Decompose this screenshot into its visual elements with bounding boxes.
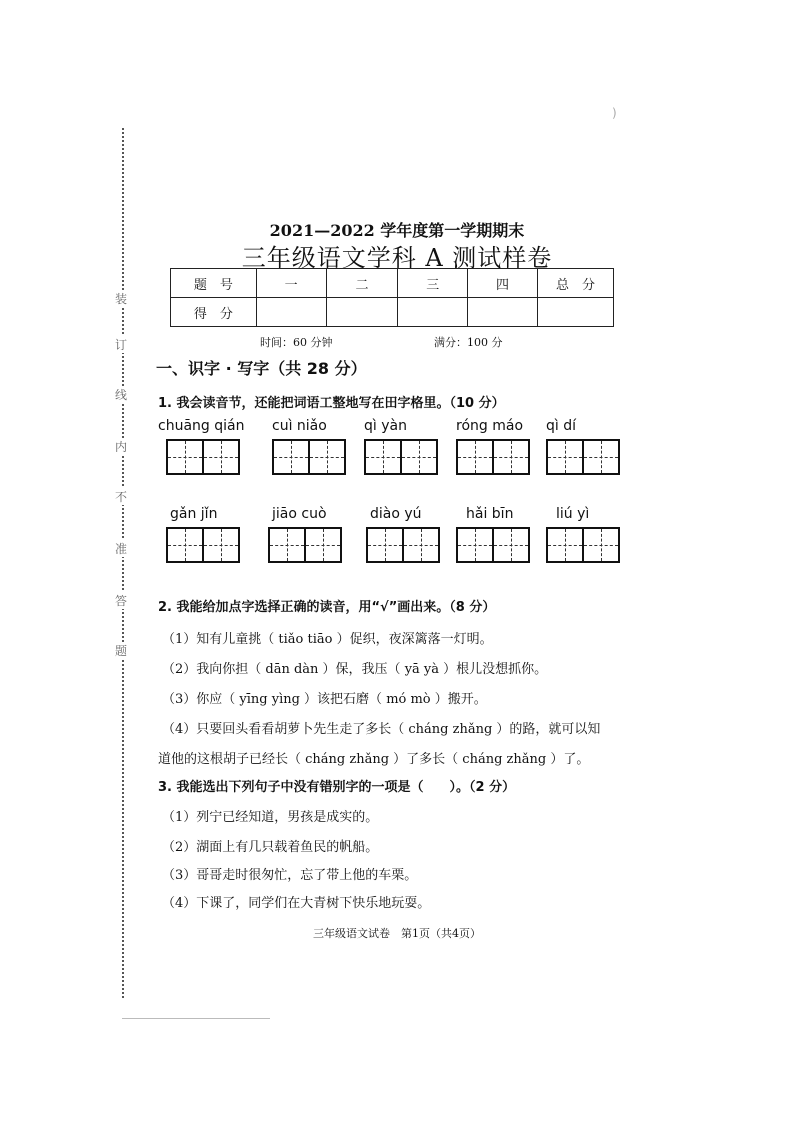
question-3-option: （3）哥哥走时很匆忙，忘了带上他的车栗。: [162, 868, 418, 883]
exam-year-title: 2021—2022 学年度第一学期期末: [269, 221, 525, 240]
score-table: [170, 268, 614, 327]
corner-mark: ): [612, 106, 617, 120]
pinyin-cell: [158, 418, 245, 475]
tianzige-grid[interactable]: [546, 527, 620, 563]
question-2-item: （4）只要回头看看胡萝卜先生走了多长（ cháng zhǎng ）的路，就可以知: [162, 722, 601, 737]
tianzige-grid[interactable]: [268, 527, 342, 563]
pinyin-label: cuì niǎo: [272, 418, 327, 434]
question-3-option: （2）湖面上有几只载着鱼民的帆船。: [162, 840, 379, 855]
question-3-option: （4）下课了，同学们在大青树下快乐地玩耍。: [162, 896, 431, 911]
binding-char: 题: [114, 644, 127, 658]
pinyin-label: diào yú: [370, 506, 422, 522]
tianzige-grid[interactable]: [166, 527, 240, 563]
score-table-score-row: [171, 298, 614, 327]
score-header-cell: 总 分: [537, 269, 613, 298]
binding-char: 答: [114, 594, 127, 608]
pinyin-cell: [466, 506, 542, 563]
pinyin-cell: [364, 418, 440, 475]
binding-char: 不: [114, 490, 127, 504]
tianzige-grid[interactable]: [546, 439, 620, 475]
exam-time: 时间：60 分钟: [260, 336, 333, 349]
score-blank-cell[interactable]: [468, 298, 538, 327]
tianzige-grid[interactable]: [366, 527, 440, 563]
pinyin-cell: [456, 418, 532, 475]
pinyin-cell: [556, 506, 632, 563]
tianzige-grid[interactable]: [166, 439, 240, 475]
pinyin-label: róng máo: [456, 418, 524, 434]
pinyin-label: gǎn jǐn: [170, 506, 218, 522]
binding-char: 订: [114, 338, 127, 352]
score-blank-cell[interactable]: [537, 298, 613, 327]
binding-char: 内: [114, 440, 127, 454]
question-3-prompt: 3. 我能选出下列句子中没有错别字的一项是（ ）。（2 分）: [158, 780, 516, 795]
pinyin-label: qì dí: [546, 418, 577, 434]
question-2-item: （2）我向你担（ dān dàn ）保，我压（ yā yà ）根儿没想抓你。: [162, 662, 548, 677]
score-row-label: 得 分: [171, 298, 257, 327]
binding-char: 准: [114, 542, 127, 556]
pinyin-label: qì yàn: [364, 418, 407, 434]
binding-char: 装: [114, 292, 127, 306]
tianzige-grid[interactable]: [456, 439, 530, 475]
pinyin-cell: [546, 418, 622, 475]
pinyin-label: hǎi bīn: [466, 506, 514, 522]
question-2-item: （1）知有儿童挑（ tiǎo tiāo ）促织，夜深篱落一灯明。: [162, 632, 493, 647]
pinyin-label: chuāng qián: [158, 418, 245, 434]
score-header-cell: 题 号: [171, 269, 257, 298]
pinyin-cell: [272, 506, 348, 563]
score-blank-cell[interactable]: [256, 298, 326, 327]
question-2-item: （3）你应（ yīng yìng ）该把石磨（ mó mò ）搬开。: [162, 692, 487, 707]
tianzige-grid[interactable]: [364, 439, 438, 475]
question-1-prompt: 1. 我会读音节，还能把词语工整地写在田字格里。（10 分）: [158, 396, 505, 411]
score-header-cell: 一: [256, 269, 326, 298]
pinyin-cell: [170, 506, 246, 563]
exam-full-marks: 满分：100 分: [434, 336, 503, 349]
binding-char: 线: [114, 388, 127, 402]
pinyin-cell: [370, 506, 446, 563]
tianzige-grid[interactable]: [456, 527, 530, 563]
section-1-title: 一、识字 · 写字（共 28 分）: [156, 359, 367, 378]
question-2-item: 道他的这根胡子已经长（ cháng zhǎng ）了多长（ cháng zhǎng ）了。: [158, 752, 590, 767]
question-3-option: （1）列宁已经知道，男孩是成实的。: [162, 810, 379, 825]
pinyin-label: liú yì: [556, 506, 590, 522]
pinyin-cell: [272, 418, 348, 475]
score-header-cell: 二: [326, 269, 398, 298]
pinyin-label: jiāo cuò: [272, 506, 327, 522]
score-blank-cell[interactable]: [398, 298, 468, 327]
page-footer: 三年级语文试卷 第1页（共4页）: [313, 927, 481, 940]
exam-main-title: 三年级语文学科 A 测试样卷: [241, 244, 553, 272]
score-table-header-row: [171, 269, 614, 298]
page-edge-line: [122, 1018, 270, 1019]
question-2-prompt: 2. 我能给加点字选择正确的读音，用“√”画出来。（8 分）: [158, 600, 496, 615]
score-header-cell: 三: [398, 269, 468, 298]
score-header-cell: 四: [468, 269, 538, 298]
score-blank-cell[interactable]: [326, 298, 398, 327]
tianzige-grid[interactable]: [272, 439, 346, 475]
